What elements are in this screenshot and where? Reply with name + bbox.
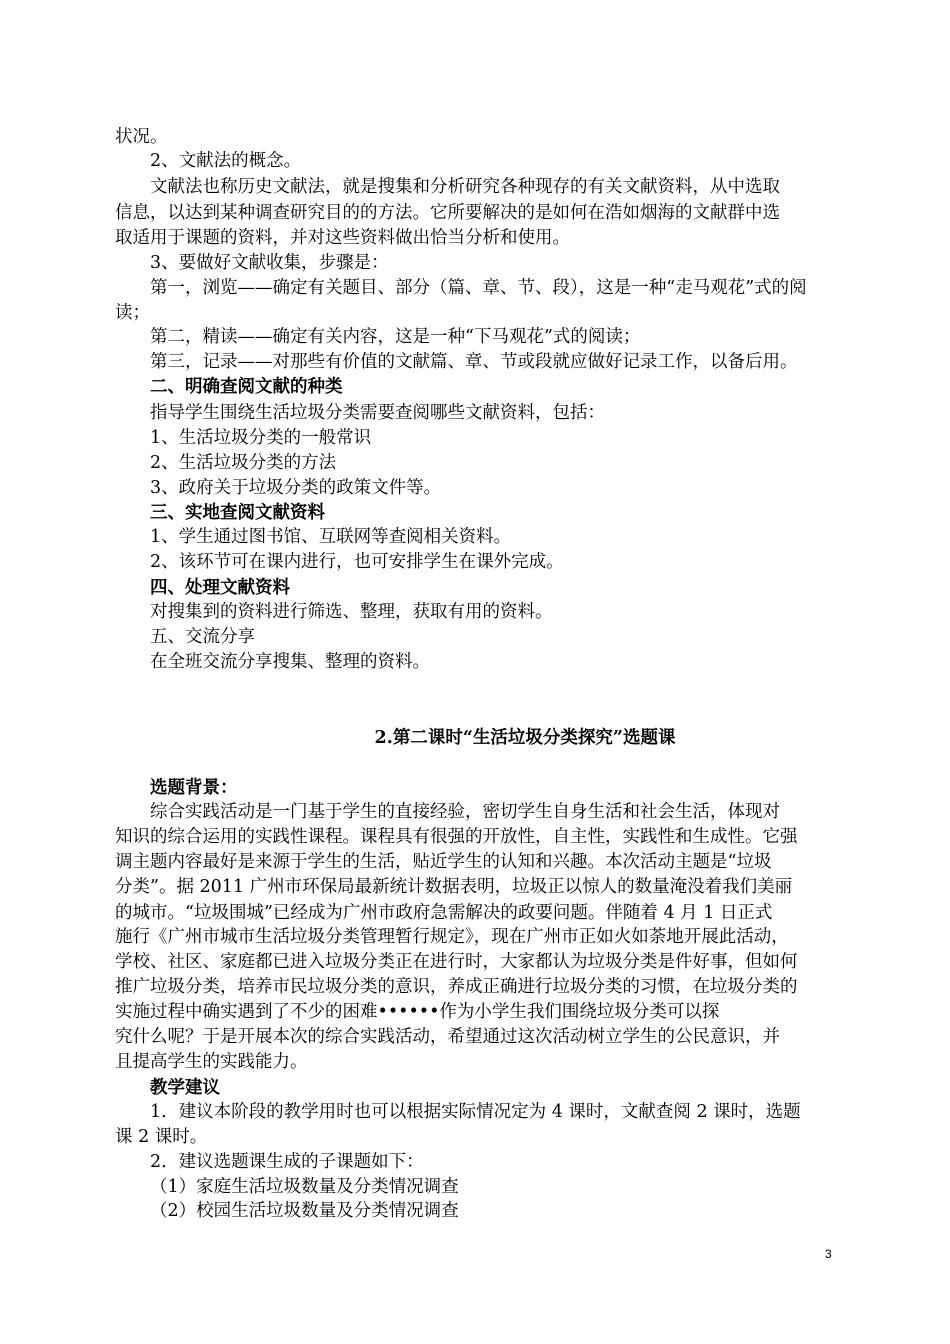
text-line: 1．建议本阶段的教学用时也可以根据实际情况定为 4 课时，文献查阅 2 课时，选题 <box>150 1102 801 1122</box>
list-item: 1、生活垃圾分类的一般常识 <box>150 428 372 448</box>
text-line: 综合实践活动是一门基于学生的直接经验，密切学生自身生活和社会生活，体现对 <box>150 802 780 822</box>
subsection-heading: 教学建议 <box>150 1078 220 1098</box>
text-line: 指导学生围绕生活垃圾分类需要查阅哪些文献资料，包括： <box>150 403 605 423</box>
text-line: 状况。 <box>115 127 168 147</box>
item-heading: 3、要做好文献收集，步骤是： <box>150 253 389 273</box>
list-item: 1、学生通过图书馆、互联网等查阅相关资料。 <box>150 527 512 547</box>
text-line: 的城市。“垃圾围城”已经成为广州市政府急需解决的政要问题。伴随着 4 月 1 日正式 <box>115 903 773 923</box>
item-heading: 2、文献法的概念。 <box>150 151 302 171</box>
text-line: 学校、社区、家庭都已进入垃圾分类正在进行时，大家都认为垃圾分类是件好事，但如何 <box>115 952 798 972</box>
text-line: 且提高学生的实践能力。 <box>115 1052 308 1072</box>
text-line: 在全班交流分享搜集、整理的资料。 <box>150 652 430 672</box>
text-line: 第二，精读——确定有关内容，这是一种“下马观花”式的阅读； <box>150 327 641 347</box>
text-line: 知识的综合运用的实践性课程。课程具有很强的开放性，自主性，实践性和生成性。它强 <box>115 827 798 847</box>
list-item: 2、生活垃圾分类的方法 <box>150 453 337 473</box>
text-line: 实施过程中确实遇到了不少的困难••••••作为小学生我们围绕垃圾分类可以探 <box>115 1002 720 1022</box>
list-item: （1）家庭生活垃圾数量及分类情况调查 <box>150 1177 459 1197</box>
section-heading: 三、实地查阅文献资料 <box>150 503 325 523</box>
text-line: 信息，以达到某种调查研究目的的方法。它所要解决的是如何在浩如烟海的文献群中选 <box>115 203 780 223</box>
section-heading: 五、交流分享 <box>150 627 255 647</box>
text-line: 究什么呢？于是开展本次的综合实践活动，希望通过这次活动树立学生的公民意识，并 <box>115 1027 780 1047</box>
text-line: 推广垃圾分类，培养市民垃圾分类的意识，养成正确进行垃圾分类的习惯，在垃圾分类的 <box>115 977 798 997</box>
lesson-title: 2.第二课时“生活垃圾分类探究”选题课 <box>374 728 676 748</box>
list-item: 3、政府关于垃圾分类的政策文件等。 <box>150 478 442 498</box>
list-item: 2、该环节可在课内进行，也可安排学生在课外完成。 <box>150 552 564 572</box>
text-line: 读； <box>115 303 150 323</box>
text-line: 第三，记录——对那些有价值的文献篇、章、节或段就应做好记录工作，以备后用。 <box>150 352 798 372</box>
subsection-heading: 选题背景： <box>150 778 238 798</box>
text-line: 调主题内容最好是来源于学生的生活，贴近学生的认知和兴趣。本次活动主题是“垃圾 <box>115 852 772 872</box>
text-line: 课 2 课时。 <box>115 1127 208 1147</box>
list-item: （2）校园生活垃圾数量及分类情况调查 <box>150 1201 459 1221</box>
page-number: 3 <box>825 1247 832 1261</box>
section-heading: 二、明确查阅文献的种类 <box>150 377 343 397</box>
text-line: 施行《广州市城市生活垃圾分类管理暂行规定》，现在广州市正如火如荼地开展此活动， <box>115 927 789 947</box>
section-heading: 四、处理文献资料 <box>150 578 290 598</box>
text-line: 分类”。据 2011 广州市环保局最新统计数据表明，垃圾正以惊人的数量淹没着我们美丽 <box>115 877 793 897</box>
text-line: 2．建议选题课生成的子课题如下： <box>150 1152 424 1172</box>
text-line: 对搜集到的资料进行筛选、整理，获取有用的资料。 <box>150 602 553 622</box>
text-line: 取适用于课题的资料，并对这些资料做出恰当分析和使用。 <box>115 228 570 248</box>
text-line: 第一，浏览——确定有关题目、部分（篇、章、节、段），这是一种“走马观花”式的阅 <box>150 278 807 298</box>
text-line: 文献法也称历史文献法，就是搜集和分析研究各种现存的有关文献资料，从中选取 <box>150 177 780 197</box>
